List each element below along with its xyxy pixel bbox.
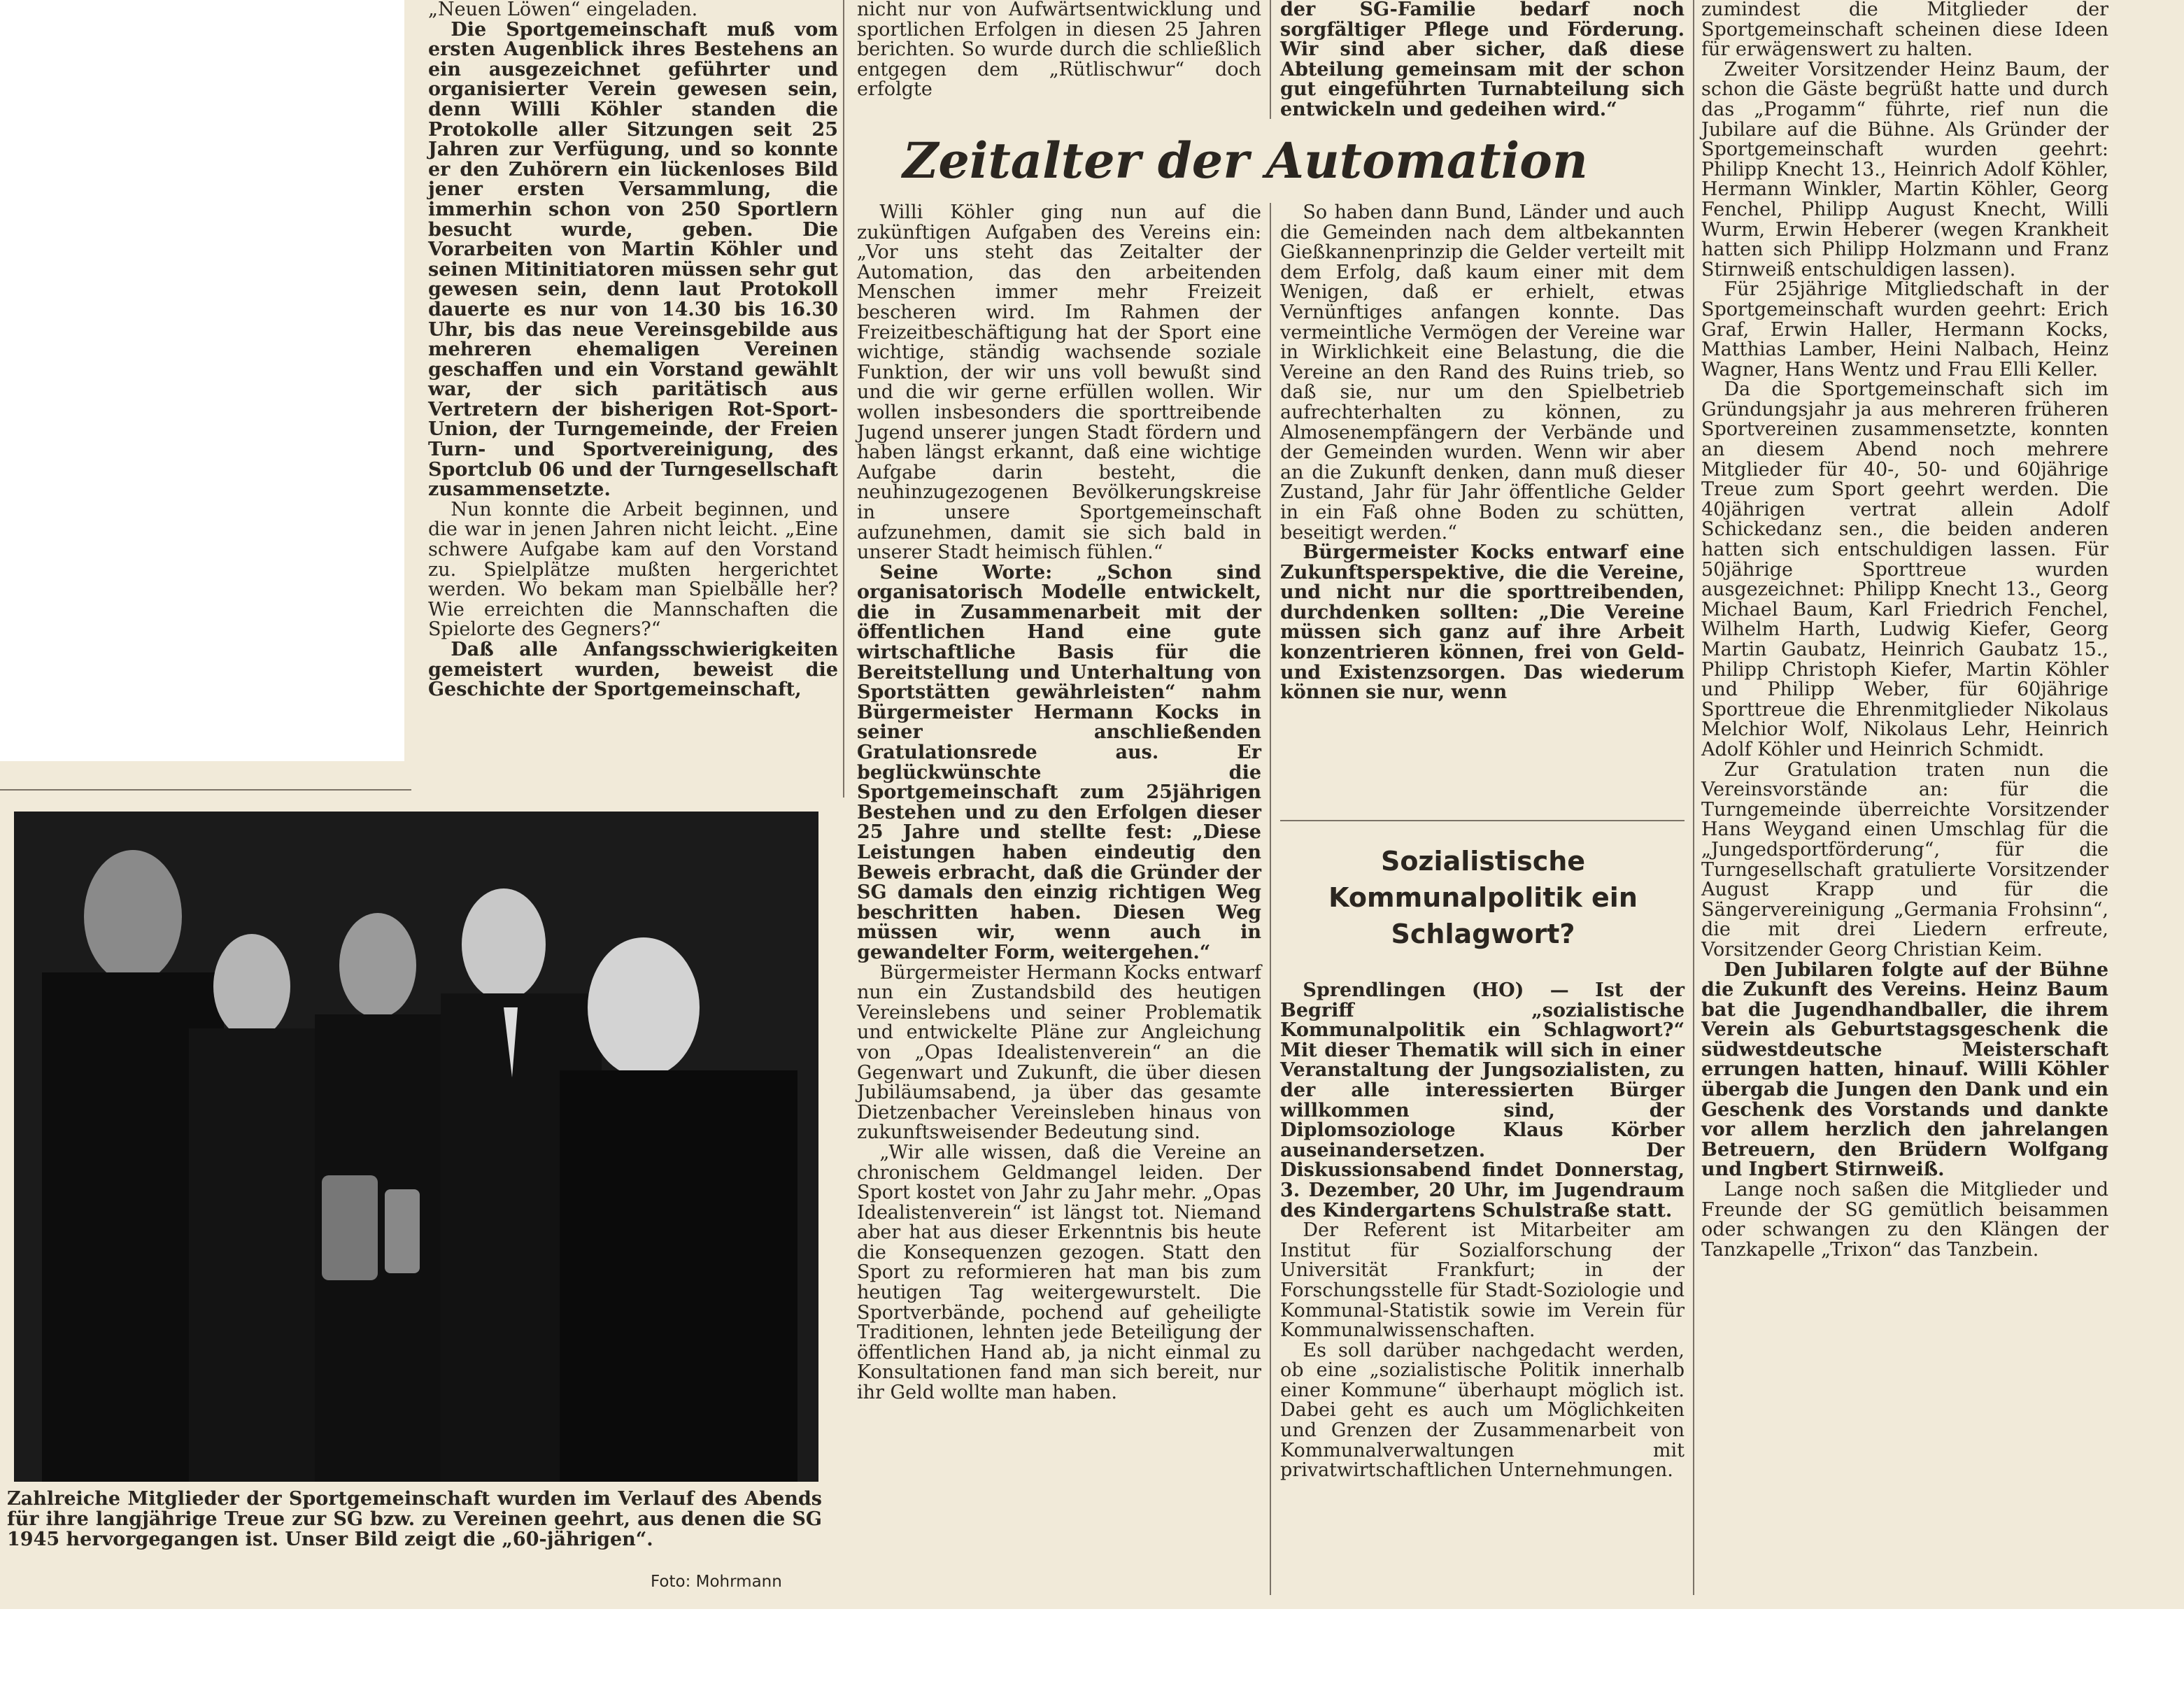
col3-bottom-para: Es soll darüber nachgedacht werden, ob eine „sozialistische Politik innerhalb einer Kommune“ überhaupt möglich ist. Dabei geht es auch um Möglichkeiten und Grenzen der Zusammenarbeit von Kommunalverwaltungen mit privatwirtschaftlichen Unternehmungen. [1280, 1339, 1685, 1482]
photo-top-rule [0, 789, 411, 791]
col2-para: „Wir alle wissen, daß die Vereine an chronischem Geldmangel leiden. Der Sport kostet von Jahr zu Jahr mehr. „Opas Idealistenverein“ ist längst tot. Niemand aber hat aus dieser Erkenntnis bis heute die Konsequenzen gezogen. Statt den Sport zu reformieren hat man bis zum heutigen Tag weitergewurstelt. Die Sportverbände, pochend auf geheiligte Traditionen, lehnten jede Beteiligung der öffentlichen Hand ab, ja nicht einmal zu Konsultationen fand man sich bereit, nur ihr Geld wollte man haben. [857, 1141, 1261, 1404]
photo-caption [7, 1489, 822, 1550]
col4-para: Zweiter Vorsitzender Heinz Baum, der schon die Gäste begrüßt hatte und durch das „Progamm“ führte, rief nun die Jubilare auf die Bühne. Als Gründer der Sportgemeinschaft wurden geehrt: Philipp Knecht 13., Heinrich Adolf Köhler, Hermann Winkler, Martin Köhler, Georg Fenchel, Philipp August Knecht, Willi Wurm, Erwin Heberer (wegen Krankheit hatten sich Philipp Holzmann und Franz Stirnweiß entschuldigen lassen). [1701, 58, 2108, 281]
col3-bottom-para: Der Referent ist Mitarbeiter am Institut für Sozialforschung der Universität Frankfurt; in der Forschungsstelle für Stadt-Soziologie und Kommunal-Statistik sowie im Verein für Kommunalwissenschaften. [1280, 1219, 1685, 1342]
col4-para: zumindest die Mitglieder der Sportgemeinschaft scheinen diese Ideen für erwägenswert zu halten. [1701, 0, 2108, 61]
col4-para: Da die Sportgemeinschaft sich im Gründungsjahr ja aus mehreren früheren Sportvereinen zusammensetzte, konnten an diesem Abend noch mehrere Mitglieder für 40-, 50- und 60jährige Treue zum Sport geehrt werden. Die 40jährigen vertrat allein Adolf Schickedanz sen., die beiden anderen hatten sich entschuldigen lassen. Für 50jährige Sporttreue wurden ausgezeichnet: Philipp Knecht 13., Georg Michael Baum, Karl Friedrich Fenchel, Wilhelm Harth, Ludwig Kiefer, Georg Martin Gaubatz, Heinrich Gaubatz 15., Philipp Christoph Kiefer, Martin Köhler und Philipp Weber, für 60jährige Sporttreue die Ehrenmitglieder Nikolaus Melchior Wolf, Nikolaus Lehr, Heinrich Adolf Köhler und Heinrich Schmidt. [1701, 378, 2108, 760]
col4-para: Den Jubilaren folgte auf der Bühne die Zukunft des Vereins. Heinz Baum bat die Jugendhandballer, die ihrem Verein als Geburtstagsgeschenk die südwestdeutsche Meisterschaft errungen hatten, hinauf. Willi Köhler übergab die Jungen den Dank und ein Geschenk des Vorstands und dankte vor allem herzlich den jahrelangen Betreuern, den Brüdern Wolfgang und Ingbert Stirnweiß. [1701, 958, 2108, 1181]
subheadline: Sozialistische Kommunalpolitik ein Schlagwort? [1328, 846, 1638, 949]
col3-para: Bürgermeister Kocks entwarf eine Zukunftsperspektive, die die Vereine, und nicht nur die sporttreibenden, durchdenken sollten: „Die Vereine müssen sich ganz auf ihre Arbeit konzentrieren können, frei von Geld- und Existenzsorgen. Das wiederum können sie nur, wenn [1280, 541, 1685, 704]
article-separator [1280, 820, 1685, 821]
col2-para: Willi Köhler ging nun auf die zukünftigen Aufgaben des Vereins ein: „Vor uns steht das Zeitalter der Automation, das den arbeitenden Menschen immer mehr Freizeit bescheren wird. Im Rahmen der Freizeitbeschäftigung hat der Sport eine wichtige, ständig wachsende soziale Funktion, der wir uns voll bewußt sind und die wir gerne erfüllen wollen. Wir wollen insbesonders die sporttreibende Jugend unserer jungen Stadt fördern und haben längst erkannt, daß eine wichtige Aufgabe darin besteht, die neuhinzugezogenen Bevölkerungskreise in unsere Sportgemeinschaft aufzunehmen, damit sie sich bald in unserer Stadt heimisch fühlen.“ [857, 201, 1261, 564]
news-photo [14, 812, 818, 1482]
col2-top-para: nicht nur von Aufwärtsentwicklung und sportlichen Erfolgen in diesen 25 Jahren berichten. So wurde durch die schließlich entgegen dem „Rütlischwur“ doch erfolgte [857, 0, 1261, 101]
col1-para: Nun konnte die Arbeit beginnen, und die war in jenen Jahren nicht leicht. „Eine schwere Aufgabe kam auf den Vorstand zu. Spielplätze mußten hergerichtet werden. Wo bekam man Spielbälle her? Wie erreichten die Mannschaften die Spielorte des Gegners?“ [428, 498, 838, 641]
col1-para: Daß alle Anfangsschwierigkeiten gemeistert wurden, beweist die Geschichte der Sportgemeinschaft, [428, 639, 838, 701]
column-rule [1693, 0, 1694, 1595]
photo-credit: Foto: Mohrmann [651, 1573, 782, 1591]
col2-para: Seine Worte: „Schon sind organisatorisch Modelle entwickelt, die in Zusammenarbeit mit der öffentlichen Hand eine gute wirtschaftliche Basis für die Bereitstellung und Unterhaltung von Sportstätten gewährleisten“ nahm Bürgermeister Hermann Kocks in seiner anschließenden Gratulationsrede aus. Er beglückwünschte die Sportgemeinschaft zum 25jährigen Bestehen und zu den Erfolgen dieser 25 Jahre und stellte fest: „Diese Leistungen haben eindeutig den Beweis erbracht, daß die Gründer der SG damals den einzig richtigen Weg beschritten haben. Diesen Weg müssen wir, wenn auch in gewandelter Form, weitergehen.“ [857, 561, 1261, 963]
photo-figures [14, 812, 818, 1482]
col1-para: „Neuen Löwen“ eingeladen. [428, 0, 698, 20]
column-2 [857, 203, 1261, 1403]
column-3 [1280, 203, 1685, 703]
col2-para: Bürgermeister Hermann Kocks entwarf nun ein Zustandsbild des heutigen Vereinslebens und seiner Problematik und entwickelte Pläne zur Angleichung von „Opas Idealistenverein“ an die Gegenwart und Zukunft, die über diesen Jubiläumsabend, ja über das gesamte Dietzenbacher Vereinsleben hinaus von zukunftsweisender Bedeutung sind. [857, 961, 1261, 1144]
photo-caption-text: Zahlreiche Mitglieder der Sportgemeinschaft wurden im Verlauf des Abends für ihre langjährige Treue zur SG bzw. zu Vereinen geehrt, aus denen die SG 1945 hervorgegangen ist. Unser Bild zeigt die „60-jährigen“. [7, 1488, 822, 1550]
col4-para: Zur Gratulation traten nun die Vereinsvorstände an: für die Turngemeinde überreichte Vorsitzender Hans Weygand einen Umschlag für die „Jungedsportförderung“, für die Turngesellschaft gratulierte Vorsitzender August Krapp und für die Sängervereinigung „Germania Frohsinn“, die mit drei Liedern erfreute, Vorsitzender Georg Christian Keim. [1701, 758, 2108, 961]
col3-bottom-para: Sprendlingen (HO) — Ist der Begriff „sozialistische Kommunalpolitik ein Schlagwort?“ Mit dieser Thematik will sich in einer Veranstaltung der Jungsozialisten, zu der alle interessierten Bürger willkommen sind, der Diplomsoziologe Klaus Körber auseinandersetzen. Der Diskussionsabend findet Donnerstag, 3. Dezember, 20 Uhr, im Jugendraum des Kindergartens Schulstraße statt. [1280, 979, 1685, 1221]
column-3-bottom [1280, 981, 1685, 1481]
column-rule [1270, 203, 1271, 1595]
column-1 [428, 0, 838, 700]
col3-para: So haben dann Bund, Länder und auch die Gemeinden nach dem altbekannten Gießkannenprinzip die Gelder verteilt mit dem Erfolg, daß kaum einer mit dem Wenigen, daß er erhielt, etwas Vernünftiges anfangen konnte. Das vermeintliche Vermögen der Vereine war in Wirklichkeit eine Belastung, die die Vereine an den Rand des Ruins trieb, so daß sie, nur um den Spielbetrieb aufrechterhalten zu können, zu Almosenempfängern der Verbände und der Gemeinden wurden. Wenn wir aber an die Zukunft denken, dann muß dieser Zustand, Jahr für Jahr öffentliche Gelder in ein Faß ohne Boden zu schütten, beseitigt werden.“ [1280, 201, 1685, 544]
column-rule [1270, 0, 1271, 119]
column-3-top [1280, 0, 1685, 120]
headline: Zeitalter der Automation [902, 132, 1588, 190]
col1-para: Die Sportgemeinschaft muß vom ersten Augenblick ihres Bestehens an ein ausgezeichnet geführter und organisierter Verein gewesen sein, denn Willi Köhler standen die Protokolle aller Sitzungen seit 25 Jahren zur Verfügung, und so konnte er den Zuhörern ein lückenloses Bild jener ersten Versammlung, die immerhin schon von 250 Sportlern besucht wurde, geben. Die Vorarbeiten von Martin Köhler und seinen Mitinitiatoren müssen sehr gut gewesen sein, denn laut Protokoll dauerte es nur von 14.30 bis 16.30 Uhr, bis das neue Vereinsgebilde aus mehreren ehemaligen Vereinen geschaffen und ein Vorstand gewählt war, der sich paritätisch aus Vertretern der bisherigen Rot-Sport-Union, der Turngemeinde, der Freien Turn- und Sportvereinigung, des Sportclub 06 und der Turngesellschaft zusammensetzte. [428, 18, 838, 501]
col4-para: Lange noch saßen die Mitglieder und Freunde der SG gemütlich beisammen oder schwangen zu den Klängen der Tanzkapelle „Trixon“ das Tanzbein. [1701, 1179, 2108, 1261]
column-rule [843, 0, 844, 798]
col3-top-para: der SG-Familie bedarf noch sorgfältiger Pflege und Förderung. Wir sind aber sicher, daß diese Abteilung gemeinsam mit der schon gut eingeführten Turnabteilung sich entwickeln und gedeihen wird.“ [1280, 0, 1685, 120]
column-2-top [857, 0, 1261, 100]
col4-para: Für 25jährige Mitgliedschaft in der Sportgemeinschaft wurden geehrt: Erich Graf, Erwin Haller, Hermann Kocks, Matthias Lamber, Heini Nalbach, Heinz Wagner, Hans Wentz und Frau Elli Keller. [1701, 278, 2108, 381]
column-4 [1701, 0, 2108, 1260]
